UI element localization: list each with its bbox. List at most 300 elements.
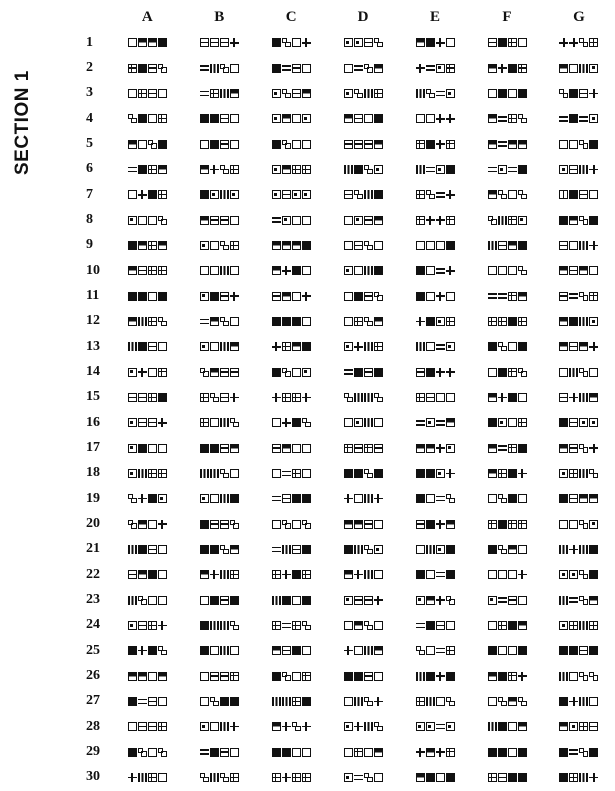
eq-symbol-icon [436,190,445,199]
fill-symbol-icon [488,748,497,757]
plus-symbol-icon [446,114,455,123]
symbol-sequence [127,216,167,225]
hbar-symbol-icon [210,520,219,529]
step-symbol-icon [364,64,373,73]
plus-symbol-icon [416,317,425,326]
eq-symbol-icon [579,114,588,123]
half-symbol-icon [138,241,147,250]
symbol-cell-f-11 [471,283,543,308]
half-symbol-icon [446,418,455,427]
symbol-sequence [343,38,383,47]
lines-symbol-icon [364,190,373,199]
plus-symbol-icon [272,393,281,402]
row-number: 22 [86,566,100,582]
symbol-sequence [271,342,311,351]
dot-symbol-icon [589,64,598,73]
sq-symbol-icon [569,241,578,250]
dot-symbol-icon [518,216,527,225]
sq-symbol-icon [210,266,219,275]
sq-symbol-icon [292,368,301,377]
lines-symbol-icon [220,494,229,503]
symbol-cell-g-23 [543,587,615,612]
fill-symbol-icon [426,317,435,326]
half-symbol-icon [200,216,209,225]
symbol-sequence [343,621,383,630]
hbar-symbol-icon [230,368,239,377]
eq-symbol-icon [282,64,291,73]
grid4-symbol-icon [508,672,517,681]
symbol-cell-b-30 [183,765,255,790]
dot-symbol-icon [128,216,137,225]
grid4-symbol-icon [148,317,157,326]
step-symbol-icon [210,393,219,402]
fill-symbol-icon [508,494,517,503]
grid4-symbol-icon [292,621,301,630]
dot-symbol-icon [374,165,383,174]
half-symbol-icon [589,596,598,605]
eq-symbol-icon [354,64,363,73]
symbol-cell-c-11 [255,283,327,308]
symbol-sequence [343,216,383,225]
lines-symbol-icon [416,89,425,98]
plus-symbol-icon [138,190,147,199]
dot-symbol-icon [272,165,281,174]
symbol-sequence [127,38,167,47]
symbol-cell-b-17 [183,435,255,460]
grid4-symbol-icon [210,89,219,98]
lines-symbol-icon [220,570,229,579]
step-symbol-icon [158,216,167,225]
plus-symbol-icon [282,773,291,782]
grid4-symbol-icon [508,38,517,47]
symbol-sequence [199,444,239,453]
dot-symbol-icon [344,773,353,782]
grid4-symbol-icon [292,393,301,402]
symbol-sequence [487,114,527,123]
symbol-sequence [127,241,167,250]
row-number: 25 [86,642,100,658]
sq-symbol-icon [508,646,517,655]
grid4-symbol-icon [230,672,239,681]
symbol-sequence [343,393,383,402]
step-symbol-icon [364,773,373,782]
plus-symbol-icon [518,570,527,579]
symbol-sequence [487,64,527,73]
symbol-sequence [343,748,383,757]
symbol-sequence [487,748,527,757]
symbol-sequence [199,241,239,250]
fill-symbol-icon [282,596,291,605]
fill-symbol-icon [374,368,383,377]
sq-symbol-icon [589,368,598,377]
symbol-cell-b-3 [183,81,255,106]
fill-symbol-icon [426,672,435,681]
half-symbol-icon [158,241,167,250]
dot-symbol-icon [354,38,363,47]
step-symbol-icon [446,697,455,706]
step-symbol-icon [446,596,455,605]
symbol-cell-a-21 [111,537,183,562]
hbar-symbol-icon [508,596,517,605]
hbar-symbol-icon [220,38,229,47]
grid-row [86,410,615,435]
symbol-sequence [415,520,455,529]
grid4-symbol-icon [446,748,455,757]
symbol-cell-f-12 [471,309,543,334]
sq-symbol-icon [230,469,239,478]
symbol-cell-d-3 [327,81,399,106]
lines-symbol-icon [220,646,229,655]
dot-symbol-icon [589,418,598,427]
dot-symbol-icon [344,89,353,98]
fill-symbol-icon [446,165,455,174]
fill-symbol-icon [426,621,435,630]
fill-symbol-icon [138,292,147,301]
sq-symbol-icon [498,266,507,275]
sq-symbol-icon [488,266,497,275]
sq-symbol-icon [302,748,311,757]
symbol-sequence [199,393,239,402]
sq-symbol-icon [210,646,219,655]
fill-symbol-icon [292,266,301,275]
symbol-cell-d-4 [327,106,399,131]
grid4-symbol-icon [446,646,455,655]
symbol-sequence [199,520,239,529]
column-header-b: B [214,8,225,25]
step-symbol-icon [282,38,291,47]
lines-symbol-icon [569,368,578,377]
eq-symbol-icon [569,596,578,605]
fill-symbol-icon [220,697,229,706]
step-symbol-icon [220,469,229,478]
fill-symbol-icon [559,646,568,655]
lines-symbol-icon [344,165,353,174]
lines-symbol-icon [579,621,588,630]
hbar-symbol-icon [569,494,578,503]
dot-symbol-icon [498,165,507,174]
grid-row [86,106,615,131]
sq-symbol-icon [230,748,239,757]
eq-symbol-icon [426,165,435,174]
sq-symbol-icon [302,317,311,326]
grid4-symbol-icon [230,773,239,782]
symbol-sequence [487,342,527,351]
symbol-cell-e-3 [399,81,471,106]
fill-symbol-icon [148,494,157,503]
symbol-sequence [559,368,599,377]
dot-symbol-icon [446,722,455,731]
sq-symbol-icon [158,89,167,98]
symbol-sequence [271,469,311,478]
step-symbol-icon [589,672,598,681]
step-symbol-icon [559,89,568,98]
symbol-cell-f-21 [471,537,543,562]
plus-symbol-icon [344,646,353,655]
half-symbol-icon [579,342,588,351]
symbol-cell-a-11 [111,283,183,308]
symbol-sequence [199,697,239,706]
grid4-symbol-icon [416,190,425,199]
sq-symbol-icon [292,292,301,301]
sq-symbol-icon [589,266,598,275]
symbol-cell-b-4 [183,106,255,131]
symbol-sequence [559,596,599,605]
symbol-cell-e-4 [399,106,471,131]
symbol-sequence [487,621,527,630]
step-symbol-icon [200,773,209,782]
hbar-symbol-icon [138,722,147,731]
half-symbol-icon [292,241,301,250]
symbol-sequence [127,292,167,301]
fill-symbol-icon [302,494,311,503]
sq-symbol-icon [426,266,435,275]
lines-symbol-icon [364,646,373,655]
symbol-cell-e-22 [399,562,471,587]
hbar-symbol-icon [220,444,229,453]
half-symbol-icon [200,570,209,579]
symbol-sequence [343,722,383,731]
lines-symbol-icon [220,190,229,199]
grid4-symbol-icon [148,469,157,478]
lines-symbol-icon [364,266,373,275]
symbol-sequence [199,621,239,630]
symbol-sequence [487,241,527,250]
grid4-symbol-icon [158,722,167,731]
symbol-cell-e-14 [399,359,471,384]
dot-symbol-icon [344,342,353,351]
row-number: 1 [86,34,93,50]
step-symbol-icon [498,494,507,503]
grid4-symbol-icon [272,773,281,782]
dot-symbol-icon [426,722,435,731]
column-header-d: D [357,8,369,25]
eq-symbol-icon [488,165,497,174]
grid4-symbol-icon [148,393,157,402]
fill-symbol-icon [518,89,527,98]
symbol-cell-a-9 [111,233,183,258]
hbar-symbol-icon [579,646,588,655]
symbol-sequence [271,89,311,98]
half-symbol-icon [508,140,517,149]
symbol-sequence [343,266,383,275]
fill-symbol-icon [210,545,219,554]
symbol-sequence [199,317,239,326]
step-symbol-icon [579,38,588,47]
sq-symbol-icon [589,697,598,706]
row-number: 14 [86,363,100,379]
eq-symbol-icon [272,545,281,554]
symbol-cell-e-18 [399,461,471,486]
sq-symbol-icon [354,494,363,503]
sq-symbol-icon [508,342,517,351]
grid4-symbol-icon [272,570,281,579]
hbar-symbol-icon [364,292,373,301]
symbol-cell-d-21 [327,537,399,562]
fill-symbol-icon [569,317,578,326]
half-symbol-icon [426,596,435,605]
symbol-sequence [343,342,383,351]
half-symbol-icon [446,520,455,529]
plus-symbol-icon [436,520,445,529]
row-number: 20 [86,515,100,531]
symbol-cell-e-26 [399,663,471,688]
symbol-cell-b-8 [183,207,255,232]
fill-symbol-icon [128,697,137,706]
symbol-sequence [271,545,311,554]
sq-symbol-icon [292,596,301,605]
eq-symbol-icon [200,748,209,757]
hbar-symbol-icon [220,393,229,402]
half-symbol-icon [272,266,281,275]
symbol-cell-a-13 [111,334,183,359]
symbol-cell-a-8 [111,207,183,232]
symbol-sequence [127,140,167,149]
sq-symbol-icon [374,520,383,529]
symbol-cell-c-19 [255,486,327,511]
symbol-cell-a-23 [111,587,183,612]
row-number: 7 [86,186,93,202]
symbol-sequence [559,444,599,453]
fill-symbol-icon [374,469,383,478]
grid4-symbol-icon [569,621,578,630]
symbol-sequence [343,114,383,123]
symbol-cell-b-26 [183,663,255,688]
symbol-sequence [487,140,527,149]
symbol-sequence [199,114,239,123]
fill-symbol-icon [272,368,281,377]
symbol-cell-f-2 [471,55,543,80]
symbol-cell-b-20 [183,511,255,536]
step-symbol-icon [579,570,588,579]
symbol-sequence [559,241,599,250]
lines-symbol-icon [364,393,373,402]
dot-symbol-icon [272,114,281,123]
sq-symbol-icon [426,494,435,503]
fill-symbol-icon [210,748,219,757]
symbol-cell-f-19 [471,486,543,511]
symbol-sequence [271,38,311,47]
step-symbol-icon [374,393,383,402]
symbol-cell-c-9 [255,233,327,258]
grid4-symbol-icon [354,748,363,757]
hbar-symbol-icon [416,520,425,529]
symbol-cell-g-18 [543,461,615,486]
symbol-cell-e-24 [399,613,471,638]
fill-symbol-icon [518,773,527,782]
eq-symbol-icon [498,140,507,149]
symbol-cell-g-2 [543,55,615,80]
symbol-cell-g-28 [543,714,615,739]
symbol-cell-a-4 [111,106,183,131]
symbol-sequence [343,697,383,706]
dot-symbol-icon [589,317,598,326]
symbol-sequence [271,190,311,199]
sq-symbol-icon [148,114,157,123]
hbar-symbol-icon [128,570,137,579]
step-symbol-icon [589,469,598,478]
symbol-sequence [271,114,311,123]
fill-symbol-icon [128,646,137,655]
dot-symbol-icon [158,494,167,503]
symbol-cell-f-9 [471,233,543,258]
symbol-sequence [415,89,455,98]
plus-symbol-icon [158,621,167,630]
symbol-sequence [559,393,599,402]
symbol-sequence [487,190,527,199]
step-symbol-icon [579,520,588,529]
grid-row [86,486,615,511]
step-symbol-icon [220,165,229,174]
half-symbol-icon [128,266,137,275]
plus-symbol-icon [436,748,445,757]
dot-symbol-icon [302,114,311,123]
dot-symbol-icon [344,266,353,275]
row-number: 19 [86,490,100,506]
symbol-sequence [199,190,239,199]
symbol-cell-d-7 [327,182,399,207]
hbar-symbol-icon [498,773,507,782]
symbol-sequence [127,494,167,503]
half-symbol-icon [488,64,497,73]
fill-symbol-icon [508,64,517,73]
symbol-sequence [487,646,527,655]
plus-symbol-icon [128,773,137,782]
vbar-symbol-icon [559,190,568,199]
step-symbol-icon [498,545,507,554]
lines-symbol-icon [364,570,373,579]
symbol-sequence [343,140,383,149]
half-symbol-icon [416,38,425,47]
fill-symbol-icon [416,494,425,503]
grid-row [86,131,615,156]
symbol-sequence [559,165,599,174]
plus-symbol-icon [272,342,281,351]
half-symbol-icon [374,64,383,73]
dot-symbol-icon [436,64,445,73]
sq-symbol-icon [488,494,497,503]
symbol-cell-b-11 [183,283,255,308]
sq-symbol-icon [148,368,157,377]
half-symbol-icon [344,114,353,123]
sq-symbol-icon [128,722,137,731]
symbol-sequence [559,38,599,47]
dot-symbol-icon [436,317,445,326]
plus-symbol-icon [589,773,598,782]
symbol-cell-f-18 [471,461,543,486]
lines-symbol-icon [210,621,219,630]
symbol-sequence [415,64,455,73]
half-symbol-icon [128,317,137,326]
symbol-sequence [271,165,311,174]
symbol-sequence [559,748,599,757]
dot-symbol-icon [230,190,239,199]
row-number: 30 [86,769,100,785]
symbol-cell-b-19 [183,486,255,511]
half-symbol-icon [559,317,568,326]
eq-symbol-icon [498,114,507,123]
sq-symbol-icon [128,89,137,98]
sq-symbol-icon [446,621,455,630]
eq-symbol-icon [498,444,507,453]
step-symbol-icon [374,292,383,301]
half-symbol-icon [416,773,425,782]
sq-symbol-icon [148,216,157,225]
symbol-cell-d-17 [327,435,399,460]
sq-symbol-icon [374,621,383,630]
eq-symbol-icon [282,469,291,478]
half-symbol-icon [230,89,239,98]
symbol-cell-b-23 [183,587,255,612]
